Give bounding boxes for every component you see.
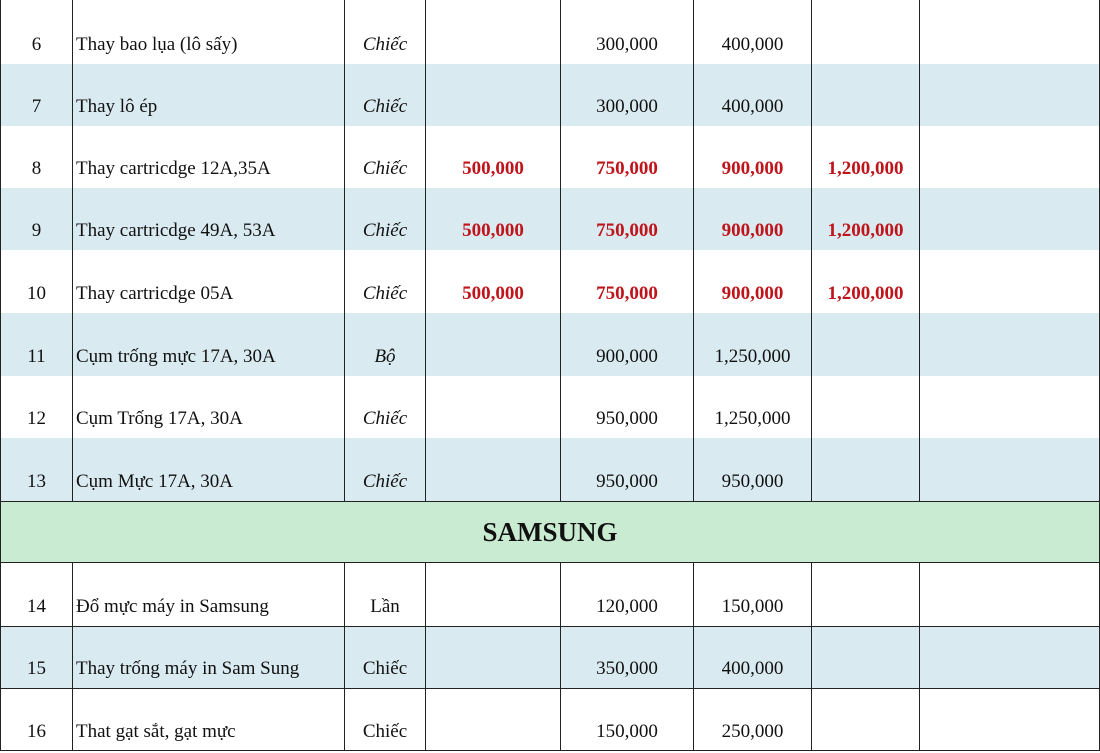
- price-4: [812, 0, 920, 64]
- price-4: [812, 376, 920, 438]
- price-1: 500,000: [426, 126, 561, 188]
- price-2: 750,000: [561, 126, 694, 188]
- row-number: 13: [0, 438, 73, 501]
- table-row: [0, 438, 1100, 501]
- price-3: 150,000: [694, 563, 812, 626]
- unit: Chiếc: [345, 438, 426, 501]
- extra-cell: [920, 376, 1100, 438]
- price-3: 400,000: [694, 626, 812, 688]
- unit: Chiếc: [345, 688, 426, 751]
- table-row: [0, 376, 1100, 438]
- service-name: Cụm Mực 17A, 30A: [73, 438, 345, 501]
- row-number: 6: [0, 0, 73, 64]
- table-row: [0, 250, 1100, 313]
- price-4: [812, 313, 920, 376]
- unit: Chiếc: [345, 626, 426, 688]
- table-row: [0, 126, 1100, 188]
- unit: Chiếc: [345, 0, 426, 64]
- price-3: 1,250,000: [694, 376, 812, 438]
- service-name: Thay cartricdge 05A: [73, 250, 345, 313]
- unit: Chiếc: [345, 64, 426, 126]
- price-3: 950,000: [694, 438, 812, 501]
- price-2: 300,000: [561, 64, 694, 126]
- unit: Chiếc: [345, 250, 426, 313]
- extra-cell: [920, 313, 1100, 376]
- extra-cell: [920, 563, 1100, 626]
- price-1: [426, 438, 561, 501]
- table-row: [0, 64, 1100, 126]
- extra-cell: [920, 626, 1100, 688]
- extra-cell: [920, 0, 1100, 64]
- price-1: [426, 0, 561, 64]
- price-2: 150,000: [561, 688, 694, 751]
- price-4: 1,200,000: [812, 126, 920, 188]
- price-4: [812, 438, 920, 501]
- price-3: 900,000: [694, 126, 812, 188]
- row-number: 15: [0, 626, 73, 688]
- price-4: [812, 688, 920, 751]
- row-number: 16: [0, 688, 73, 751]
- table-row: [0, 188, 1100, 250]
- price-1: [426, 64, 561, 126]
- price-3: 1,250,000: [694, 313, 812, 376]
- price-1: [426, 688, 561, 751]
- service-name: Thay lô ép: [73, 64, 345, 126]
- price-2: 750,000: [561, 188, 694, 250]
- table-row: [0, 626, 1100, 688]
- extra-cell: [920, 126, 1100, 188]
- price-1: [426, 313, 561, 376]
- row-number: 7: [0, 64, 73, 126]
- extra-cell: [920, 688, 1100, 751]
- extra-cell: [920, 250, 1100, 313]
- row-number: 10: [0, 250, 73, 313]
- price-2: 350,000: [561, 626, 694, 688]
- price-2: 900,000: [561, 313, 694, 376]
- extra-cell: [920, 188, 1100, 250]
- price-4: 1,200,000: [812, 188, 920, 250]
- row-number: 9: [0, 188, 73, 250]
- row-divider: [0, 750, 1100, 751]
- price-4: [812, 563, 920, 626]
- price-3: 400,000: [694, 0, 812, 64]
- service-name: That gạt sắt, gạt mực: [73, 688, 345, 751]
- row-number: 14: [0, 563, 73, 626]
- unit: Chiếc: [345, 188, 426, 250]
- price-4: [812, 64, 920, 126]
- row-number: 8: [0, 126, 73, 188]
- unit: Chiếc: [345, 376, 426, 438]
- price-1: [426, 376, 561, 438]
- price-3: 400,000: [694, 64, 812, 126]
- service-name: Đổ mực máy in Samsung: [73, 563, 345, 626]
- row-number: 11: [0, 313, 73, 376]
- unit: Bộ: [345, 313, 426, 376]
- row-divider: [0, 626, 1100, 627]
- service-name: Thay trống máy in Sam Sung: [73, 626, 345, 688]
- price-1: 500,000: [426, 188, 561, 250]
- service-name: Cụm Trống 17A, 30A: [73, 376, 345, 438]
- price-4: [812, 626, 920, 688]
- price-2: 750,000: [561, 250, 694, 313]
- table-row: [0, 563, 1100, 626]
- price-3: 900,000: [694, 188, 812, 250]
- service-name: Thay cartricdge 49A, 53A: [73, 188, 345, 250]
- table-row: [0, 313, 1100, 376]
- service-name: Cụm trống mực 17A, 30A: [73, 313, 345, 376]
- price-2: 300,000: [561, 0, 694, 64]
- unit: Lần: [345, 563, 426, 626]
- price-1: 500,000: [426, 250, 561, 313]
- table-row: [0, 688, 1100, 751]
- price-3: 900,000: [694, 250, 812, 313]
- extra-cell: [920, 438, 1100, 501]
- section-header-samsung: SAMSUNG: [0, 501, 1100, 563]
- unit: Chiếc: [345, 126, 426, 188]
- price-2: 950,000: [561, 376, 694, 438]
- table-row: [0, 0, 1100, 64]
- service-name: Thay bao lụa (lô sấy): [73, 0, 345, 64]
- price-1: [426, 563, 561, 626]
- row-divider: [0, 688, 1100, 689]
- price-3: 250,000: [694, 688, 812, 751]
- price-2: 950,000: [561, 438, 694, 501]
- extra-cell: [920, 64, 1100, 126]
- price-1: [426, 626, 561, 688]
- row-number: 12: [0, 376, 73, 438]
- price-4: 1,200,000: [812, 250, 920, 313]
- service-name: Thay cartricdge 12A,35A: [73, 126, 345, 188]
- price-2: 120,000: [561, 563, 694, 626]
